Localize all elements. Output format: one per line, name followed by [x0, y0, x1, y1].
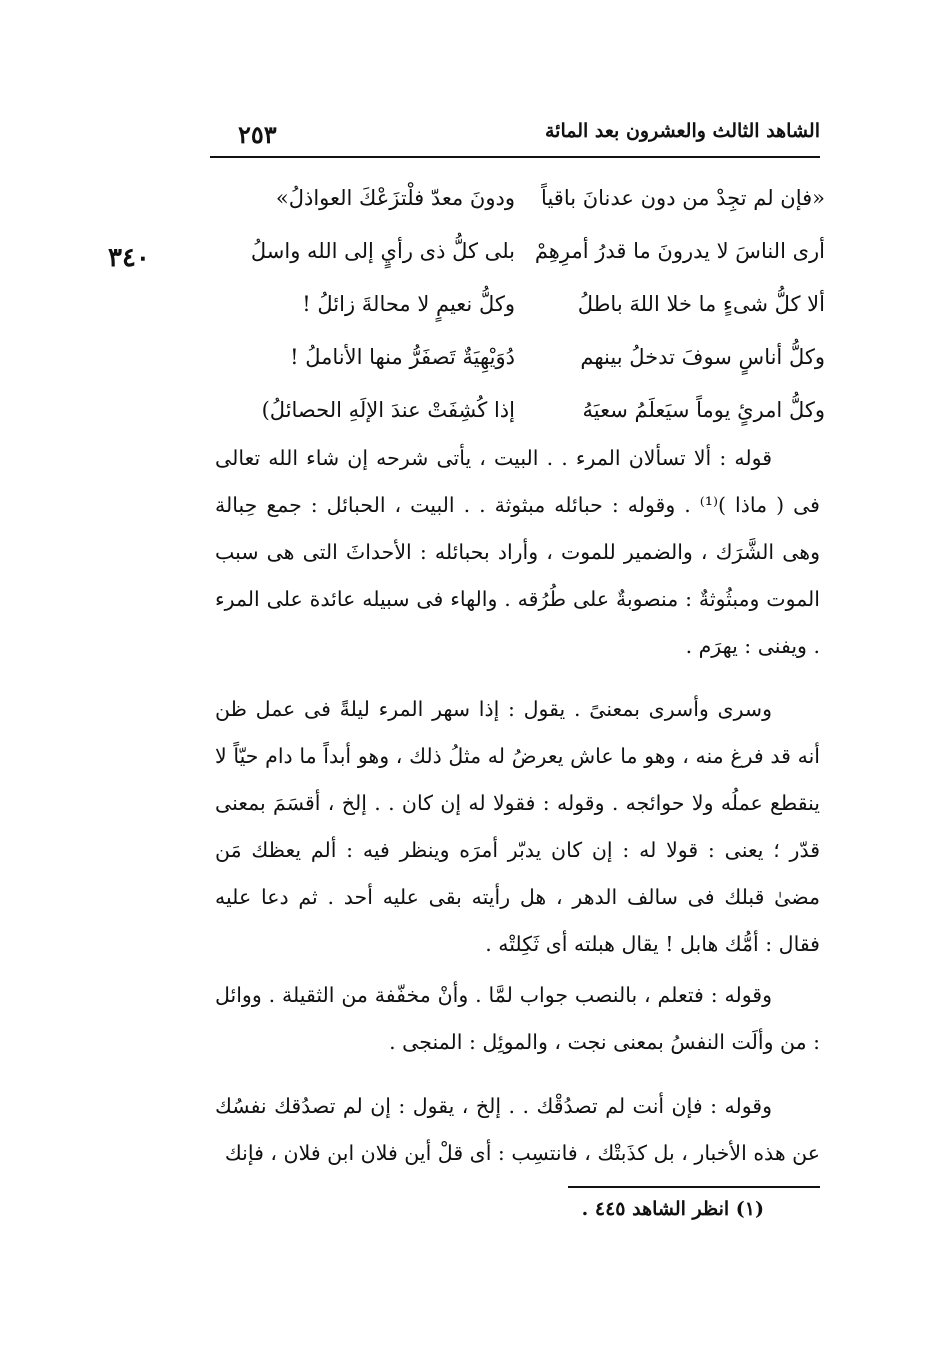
- paragraph-text: وقوله : فتعلم ، بالنصب جواب لمَّا . وأنْ مخفّفة من الثقيلة . ووائل : من وألَت النفسُ بمعنى نجت ، والموئِل : المنجى .: [215, 983, 820, 1054]
- verse-first-hemistich: «فإن لم تجِدْ من دون عدنانَ باقياً: [541, 186, 825, 210]
- footnote: (١) انظر الشاهد ٤٤٥ .: [581, 1198, 764, 1220]
- header-rule: [210, 156, 820, 158]
- margin-verse-number: ٣٤٠: [108, 243, 150, 273]
- verse-second-hemistich: ودونَ معدّ فلْتزَعْكَ العواذلُ»: [275, 186, 515, 210]
- commentary-paragraph-4: [215, 1083, 820, 1177]
- paragraph-text: وقوله : فإن أنت لم تصدُقْك . . إلخ ، يقول : إن لم تصدُقك نفسُك عن هذه الأخبار ، بل كذَبتْك ، فانتسِب : أى قلْ أين فلان ابن فلان ، فإنك: [215, 1094, 820, 1165]
- verse-line: [225, 339, 825, 392]
- poem-verses: [225, 180, 825, 445]
- verse-first-hemistich: وكلُّ أناسٍ سوفَ تدخلُ بينهم: [580, 345, 825, 369]
- verse-second-hemistich: دُوَيْهِيَةٌ تَصفَرُّ منها الأناملُ !: [290, 345, 515, 369]
- paragraph-text: وسرى وأسرى بمعنىً . يقول : إذا سهر المرء ليلةً فى عمل ظن أنه قد فرغ منه ، وهو ما عاش يعرضُ له مثلُ ذلك ، وهو أبداً ما دام حيّاً لا ينقطع عملُه ولا حوائجه . وقوله : فقولا له إن كان . . إلخ ، أقسَمَ بمعنى قدّر ؛ يعنى : قولا له : إن كان يدبّر أمرَه وينظر فيه : ألم يعظك مَن مضىٰ قبلك فى سالف الدهر ، هل رأيته بقى عليه أحد . ثم دعا عليه فقال : أمُّك هابل ! يقال هبلته أى ثَكِلتْه .: [215, 697, 820, 956]
- verse-first-hemistich: ألا كلُّ شىءٍ ما خلا اللهَ باطلُ: [577, 292, 825, 316]
- verse-first-hemistich: أرى الناسَ لا يدرونَ ما قدرُ أمرِهِمْ: [534, 239, 825, 263]
- footnote-rule: [568, 1186, 820, 1188]
- verse-line: [225, 286, 825, 339]
- commentary-paragraph-2: [215, 686, 820, 968]
- verse-line: [225, 233, 825, 286]
- commentary-paragraph-1: [215, 435, 820, 670]
- running-title: الشاهد الثالث والعشرون بعد المائة: [544, 120, 820, 142]
- verse-line: [225, 180, 825, 233]
- page-number: ٢٥٣: [238, 120, 277, 149]
- paragraph-text: قوله : ألا تسألان المرء . . البيت ، يأتى شرحه إن شاء الله تعالى فى ( ماذا )⁽¹⁾ . وقوله : حبائله مبثوثة . . البيت ، الحبائل : جمع حِبالة وهى الشَّرَك ، والضمير للموت ، وأراد بحبائله : الأحداثَ التى هى سبب الموت ومبثُوثةٌ : منصوبةٌ على طُرُقه . والهاء فى سبيله عائدة على المرء . ويفنى : يهرَم .: [215, 446, 820, 658]
- running-header: [210, 118, 820, 156]
- verse-first-hemistich: وكلُّ امرئٍ يوماً سيَعلَمُ سعيَهُ: [582, 398, 825, 422]
- verse-second-hemistich: بلى كلُّ ذى رأيٍ إلى الله واسلُ: [250, 239, 515, 263]
- commentary-paragraph-3: [215, 972, 820, 1066]
- verse-second-hemistich: إذا كُشِفَتْ عندَ الإلَهِ الحصائلُ): [261, 398, 515, 422]
- verse-second-hemistich: وكلُّ نعيمٍ لا محالةَ زائلُ !: [302, 292, 515, 316]
